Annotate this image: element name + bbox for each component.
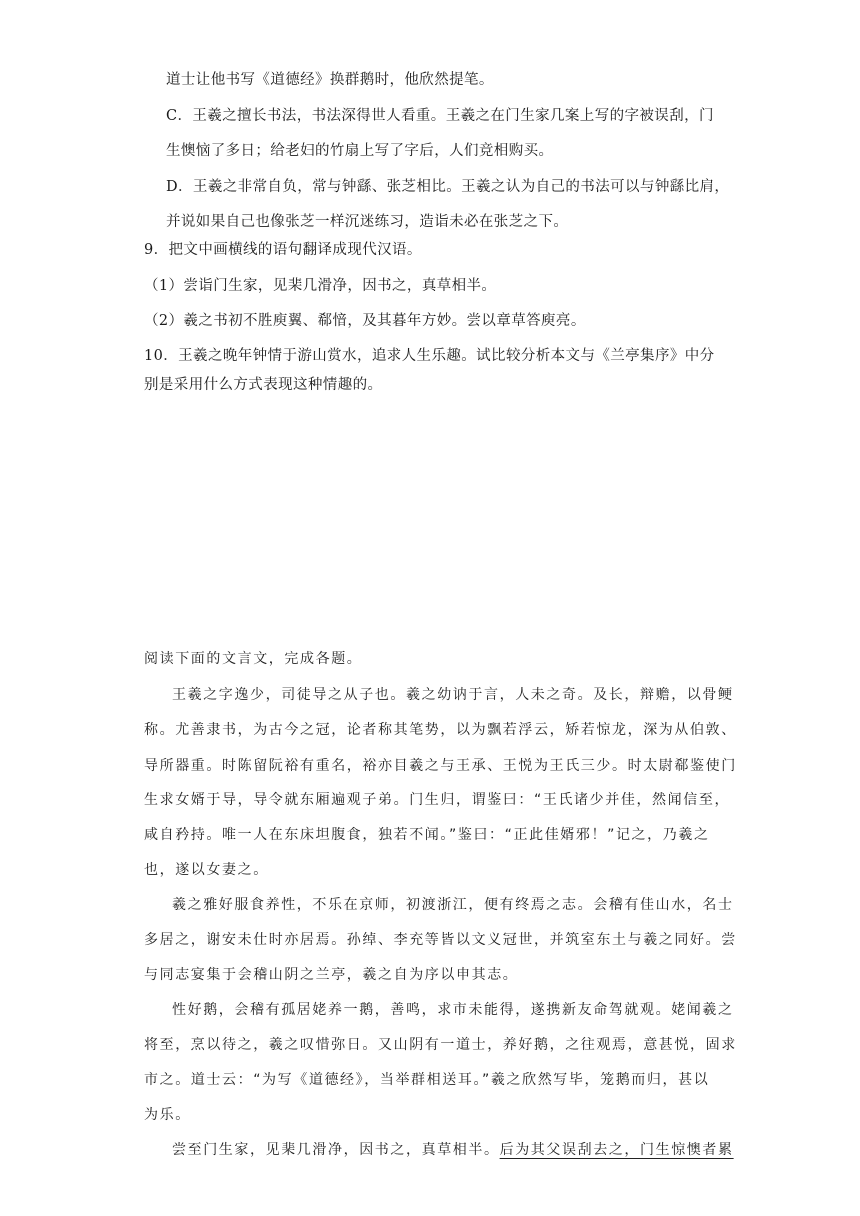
option-d-line-2: 并说如果自己也像张芝一样沉迷练习，造诣未必在张芝之下。 xyxy=(166,214,569,230)
question-9-item-2: （2）羲之书初不胜庾翼、郗愔，及其暮年方妙。尝以章草答庾亮。 xyxy=(144,313,586,329)
question-10-line-2: 别是采用什么方式表现这种情趣的。 xyxy=(144,377,383,393)
option-c-line-2: 生懊恼了多日；给老妇的竹扇上写了字后，人们竞相购买。 xyxy=(166,143,554,159)
passage-line: 羲之雅好服食养性，不乐在京师，初渡浙江，便有终焉之志。会稽有佳山水，名士 xyxy=(172,897,734,913)
passage-line: 多居之，谢安未仕时亦居焉。孙绰、李充等皆以文义冠世，并筑室东土与羲之同好。尝 xyxy=(144,932,737,948)
passage-line: 性好鹅，会稽有孤居姥养一鹅，善鸣，求市未能得，遂携新友命驾就观。姥闻羲之 xyxy=(172,1002,734,1018)
question-9: 9．把文中画横线的语句翻译成现代汉语。 xyxy=(144,242,422,258)
passage-line-last xyxy=(172,1140,734,1160)
passage-instruction: 阅读下面的文言文，完成各题。 xyxy=(144,651,363,667)
passage-line: 生求女婿于导，导令就东厢遍观子弟。门生归，谓鉴曰：“王氏诸少并佳，然闻信至， xyxy=(144,792,731,808)
question-10-line-1: 10．王羲之晚年钟情于游山赏水，追求人生乐趣。试比较分析本文与《兰亭集序》中分 xyxy=(144,348,715,364)
passage-line: 与同志宴集于会稽山阴之兰亭，羲之自为序以申其志。 xyxy=(144,967,519,983)
passage-line: 咸自矜持。唯一人在东床坦腹食，独若不闻。”鉴曰：“正此佳婿邪！”记之，乃羲之 xyxy=(144,827,710,843)
option-b-continuation: 道士让他书写《道德经》换群鹅时，他欣然提笔。 xyxy=(166,72,494,88)
passage-line: 市之。道士云：“为写《道德经》，当举群相送耳。”羲之欣然写毕，笼鹅而归，甚以 xyxy=(144,1072,710,1088)
passage-text: 尝至门生家，见棐几滑净，因书之，真草相半。 xyxy=(172,1142,500,1158)
passage-line: 将至，烹以待之，羲之叹惜弥日。又山阴有一道士，养好鹅，之往观焉，意甚悦，固求 xyxy=(144,1037,737,1053)
passage-line: 导所器重。时陈留阮裕有重名，裕亦目羲之与王承、王悦为王氏三少。时太尉郗鉴使门 xyxy=(144,758,737,774)
passage-line: 也，遂以女妻之。 xyxy=(144,862,269,878)
underlined-sentence: 后为其父误刮去之，门生惊懊者累 xyxy=(499,1142,734,1158)
option-d-line-1: D．王羲之非常自负，常与钟繇、张芝相比。王羲之认为自己的书法可以与钟繇比肩， xyxy=(166,179,730,195)
question-9-item-1: （1）尝诣门生家，见棐几滑净，因书之，真草相半。 xyxy=(144,278,497,294)
passage-line: 称。尤善隶书，为古今之冠，论者称其笔势，以为飘若浮云，矫若惊龙，深为从伯敦、 xyxy=(144,722,737,738)
passage-line: 为乐。 xyxy=(144,1107,191,1123)
passage-line: 王羲之字逸少，司徒导之从子也。羲之幼讷于言，人未之奇。及长，辩赡，以骨鲠 xyxy=(172,687,734,703)
option-c-line-1: C．王羲之擅长书法，书法深得世人看重。王羲之在门生家几案上写的字被误刮，门 xyxy=(166,108,714,124)
